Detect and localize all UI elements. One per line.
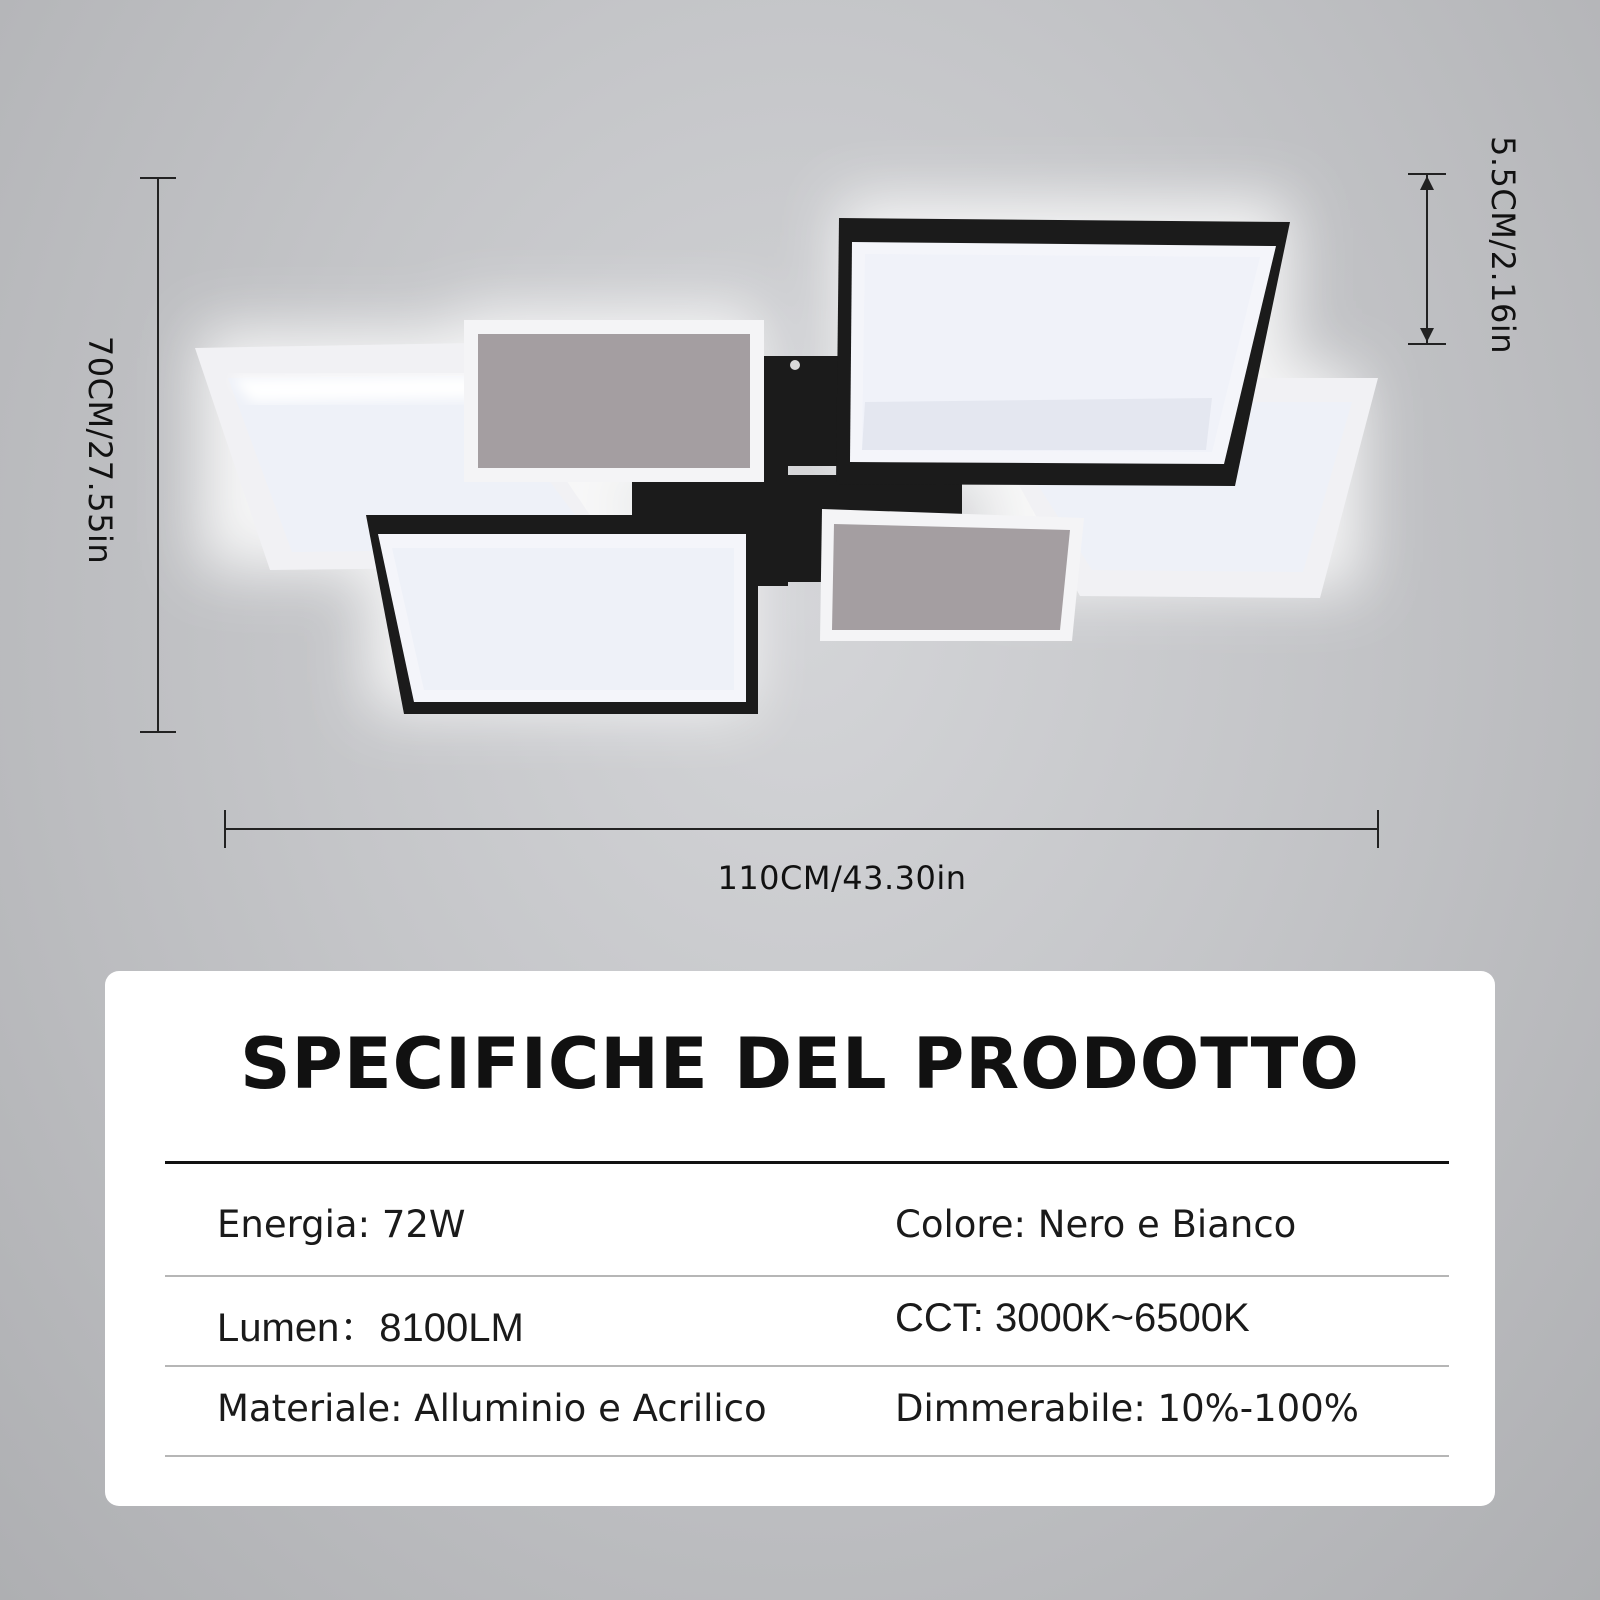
row-divider xyxy=(165,1275,1449,1277)
width-dimension-line xyxy=(225,810,1378,848)
spec-cct: CCT: 3000K~6500K xyxy=(895,1296,1250,1340)
spec-lumen: Lumen：8100LM xyxy=(217,1306,524,1350)
specifications-card xyxy=(105,971,1495,1506)
thickness-dimension-label: 5.5CM/2.16in xyxy=(1484,135,1522,355)
specifications-title: SPECIFICHE DEL PRODOTTO xyxy=(240,1023,1360,1105)
row-divider xyxy=(165,1365,1449,1367)
spec-power: Energia: 72W xyxy=(217,1203,466,1246)
height-dimension-label: 70CM/27.55in xyxy=(81,335,119,565)
title-divider xyxy=(165,1161,1449,1164)
spec-color: Colore: Nero e Bianco xyxy=(895,1203,1297,1246)
panel-bottom-right-grey xyxy=(820,509,1084,641)
spec-material: Materiale: Alluminio e Acrilico xyxy=(217,1387,767,1430)
width-dimension-label: 110CM/43.30in xyxy=(717,859,967,897)
panel-top-grey xyxy=(464,320,764,482)
thickness-dimension-line xyxy=(1408,174,1446,344)
height-dimension-line xyxy=(140,178,176,732)
row-divider xyxy=(165,1455,1449,1457)
spec-dimmable: Dimmerabile: 10%-100% xyxy=(895,1387,1359,1430)
frame-bottom-left-black xyxy=(366,515,758,714)
frame-top-right-black xyxy=(836,218,1290,486)
